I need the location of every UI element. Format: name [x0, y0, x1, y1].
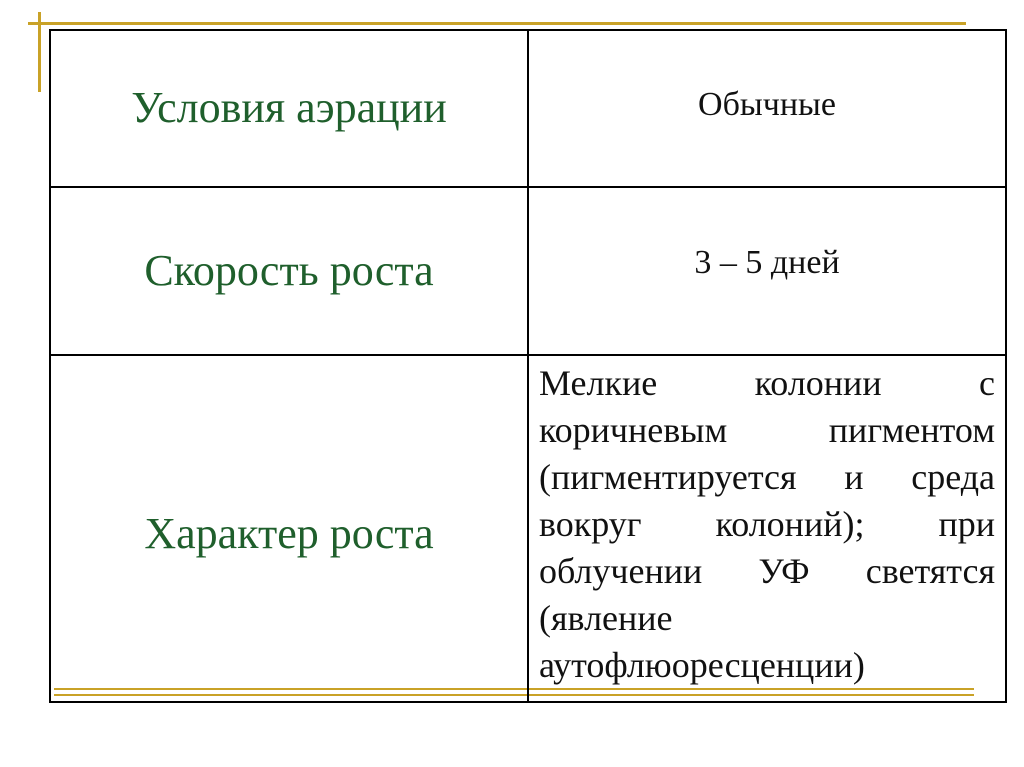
row-value: 3 – 5 дней — [694, 244, 840, 281]
row-label: Условия аэрации — [131, 83, 447, 133]
table-row — [50, 30, 1006, 187]
row-value: Обычные — [698, 85, 836, 123]
row-label-cell — [50, 355, 528, 702]
properties-table — [49, 29, 1007, 703]
row-label-cell — [50, 30, 528, 187]
table-row — [50, 187, 1006, 355]
row-value: Мелкие колонии с коричневым пигментом (пигментируется и среда вокруг колоний); при облучении УФ светятся (явление аутофлюоресценции) — [539, 363, 995, 685]
gold-accent-line-left — [38, 12, 41, 92]
row-label: Скорость роста — [144, 245, 434, 295]
row-label-cell — [50, 187, 528, 355]
table-row — [50, 355, 1006, 702]
row-value-cell — [528, 187, 1006, 355]
row-label: Характер роста — [144, 509, 434, 559]
row-value-cell — [528, 30, 1006, 187]
row-value-cell — [528, 355, 1006, 702]
gold-accent-line-top — [28, 22, 966, 25]
